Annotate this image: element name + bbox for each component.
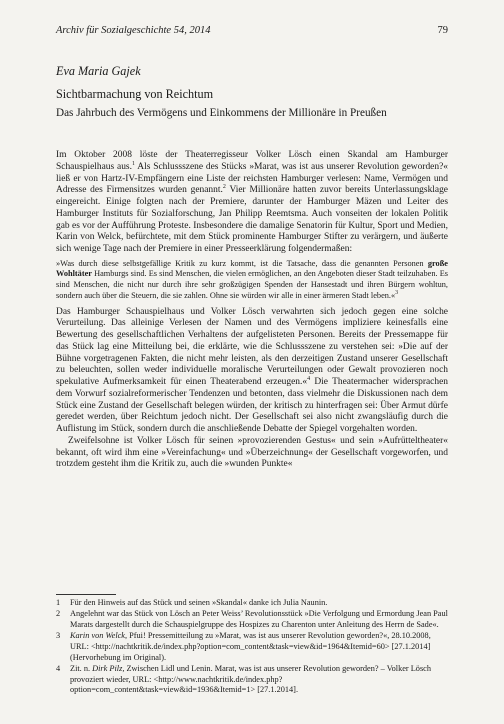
paragraph-text: Die Theatermacher widersprachen dem Vorwurf sozialreformerischer Tendenzen und betonten, dass vielmehr die Diskussionen nach dem Stück eine Zustand der Gesellschaft belegen würden, der kritisch zu hinterfragen sei: Über Armut dürfe geredet werden, über Reichtum jedoch nicht. Der Gesellschaft sei also nicht zwangsläufig durch die Auflistung im Stück, sondern durch die anschließende Debatte der Spiegel vorgehalten worden. <box>56 377 448 435</box>
footnote-author: Karin von Welck <box>70 631 125 641</box>
footnote-text <box>70 598 448 609</box>
footnote-text <box>70 664 448 696</box>
footnote-text-part: Angelehnt war das Stück von Lösch an Peter Weiss’ Revolutionsstück »Die Verfolgung und Ermordung Jean Paul Marats dargestellt durch die Schauspielgruppe des Hospizes zu Charenton unter Anleitung des Herrn de Sade«. <box>70 609 448 629</box>
paragraph-2 <box>56 307 448 436</box>
footnote-ref-4[interactable]: 4 <box>307 375 311 382</box>
footnote-ref-3[interactable]: 3 <box>395 290 399 297</box>
footnote-ref-1[interactable]: 1 <box>131 160 135 167</box>
journal-name: Archiv für Sozialgeschichte 54, 2014 <box>56 25 211 36</box>
footnote <box>56 609 448 630</box>
article-title: Sichtbarmachung von Reichtum <box>56 87 214 101</box>
footnote-number: 2 <box>56 609 61 619</box>
running-header <box>56 24 448 38</box>
footnote-number: 1 <box>56 598 61 607</box>
paragraph-text: Als Schlussszene des Stücks »Marat, was ist aus unserer Revolution geworden?« ließ er von Hartz-IV-Empfängern eine Liste der reichsten Hamburger verlesen: Name, Vermögen und Adresse des Firmensitzes wurden genannt. <box>56 161 448 196</box>
footnote-prefix: Zit. n. <box>70 664 93 673</box>
quote-text: Hamburgs sind. Es sind Menschen, die vielen ermöglichen, an den Angeboten dieser Stadt teilzuhaben. Es sind Menschen, die nicht nur durch ihre sehr großzügigen Spenden der Hansestadt und ihren Bürgern wohltun, sondern auch über die Steuern, die sie zahlen. Ohne sie würden wir alle in einer ärmeren Stadt leben.« <box>56 269 448 300</box>
footnote-text-part: , Zwischen Lidl und Lenin. Marat, was ist aus unserer Revolution geworden? – Volker Lösch provoziert wieder, URL: <http://www.nachtkritik.de/index.php?option=com_content&task=view&id=1936&Itemid=1> [27.1.2014]. <box>70 664 432 695</box>
author-name: Eva Maria Gajek <box>56 64 141 78</box>
footnote-divider <box>56 594 116 595</box>
footnote <box>56 631 448 663</box>
footnote-text-part: Für den Hinweis auf das Stück und seinen »Skandal« danke ich Julia Naunin. <box>70 598 328 607</box>
paragraph-text: Im Oktober 2008 löste der Theaterregisseur Volker Lösch einen Skandal am Hamburger Schauspielhaus aus. <box>56 150 448 172</box>
footnotes <box>56 598 448 697</box>
paragraph-text: Vier Millionäre hatten zuvor bereits Unterlassungsklage eingereicht. Einige folgten nach der Premiere, darunter der Hamburger Mäzen und Leiter des Hamburger Instituts für Sozialforschung, Jan Philipp Reemtsma. Auch vonseiten der lokalen Politik gab es vor der Aufführung Proteste. Insbesondere die damalige Senatorin für Kultur, Sport und Medien, Karin von Welck, befürchtete, mit dem Stück prominente Hamburger Stifter zu verärgern, und äußerte sich wenige Tage nach der Premiere in einer Presseerklärung folgendermaßen: <box>56 185 449 254</box>
paragraph-1 <box>56 150 448 256</box>
quote-text: »Was durch diese selbstgefällige Kritik zu kurz kommt, ist die Tatsache, dass die genannten Personen <box>56 258 428 268</box>
footnote-number: 3 <box>56 631 61 641</box>
footnote-text <box>70 609 448 630</box>
quote-bold-text: große Wohltäter <box>56 258 448 279</box>
footnote <box>56 664 448 696</box>
article-body <box>56 150 448 471</box>
paragraph-3: Zweifelsohne ist Volker Lösch für seinen »provozierenden Gestus« und sein »Aufrütteltheater« bekannt, oft wird ihm eine »Vereinfachung« und »Überzeichnung« der Gesellschaft vorgeworfen, und trotzdem gesteht ihm die Kritik zu, auch die »wunden Punkte« <box>56 435 448 470</box>
footnote-text-part: , Pfui! Pressemitteilung zu »Marat, was ist aus unserer Revolution geworden?«, 28.10.2008, URL: <http://nachtkritik.de/index.php?option=com_content&task=view&id=1964&Itemid=60> [27.1.2014] (Hervorhebung im Original). <box>70 631 431 662</box>
page-number: 79 <box>437 25 448 36</box>
footnote-author: Dirk Pilz <box>92 664 123 673</box>
block-quote <box>56 259 448 302</box>
paragraph-text: Das Hamburger Schauspielhaus und Volker Lösch verwahrten sich jedoch gegen eine solche Verurteilung. Das alleinige Verlesen der Namen und des Vermögens impliziere keinesfalls eine Bewertung des gesellschaftlichen Verhaltens der aufgelisteten Personen. Bereits der Pressemappe für das Stück lag eine Mitteilung bei, die erklärte, wie die Schlussszene zu verstehen sei: »Die auf der Bühne vorgetragenen Fakten, die nicht mehr leisten, als den derzeitigen Zustand unserer Gesellschaft zu beleuchten, sollen weder individuelle moralische Verurteilungen oder Gewalt provozieren noch spekulative Aufmerksamkeit für einen Theaterabend erzeugen.« <box>56 306 448 388</box>
footnote-text <box>70 631 448 663</box>
article-subtitle: Das Jahrbuch des Vermögens und Einkommens der Millionäre in Preußen <box>56 107 387 119</box>
footnote-ref-2[interactable]: 2 <box>222 184 226 191</box>
footnote-number: 4 <box>56 664 61 673</box>
footnote <box>56 598 448 609</box>
